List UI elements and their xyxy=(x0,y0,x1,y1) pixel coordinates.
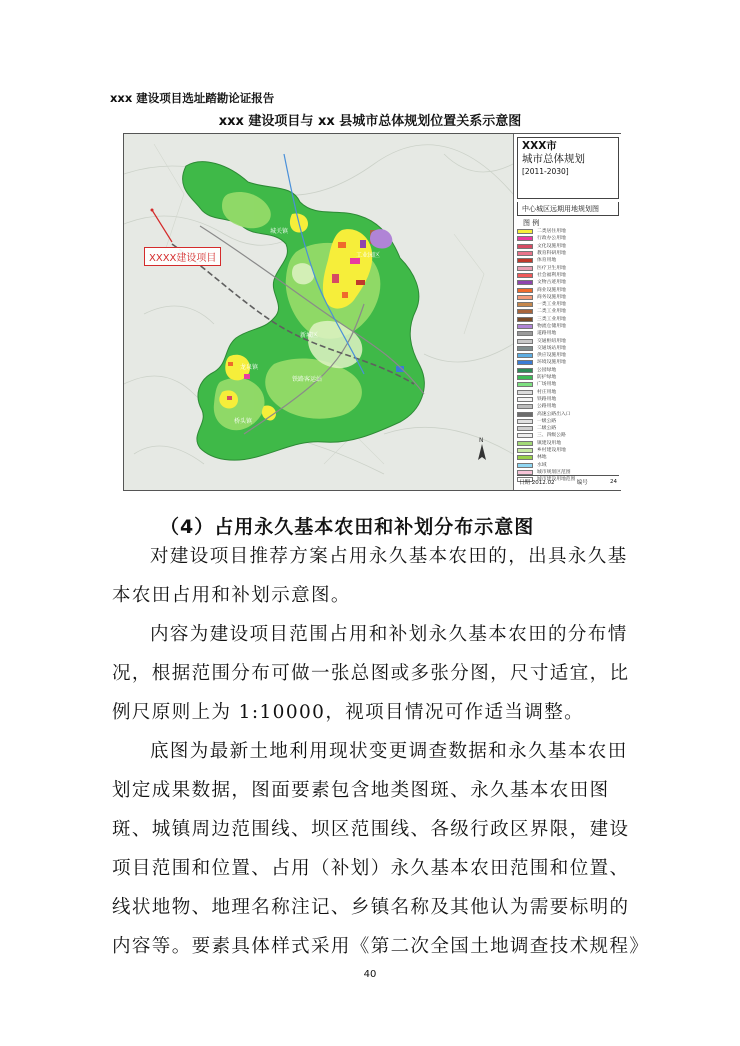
legend-label: 高速公路出入口 xyxy=(537,411,571,417)
legend-item xyxy=(517,425,619,432)
legend-item xyxy=(517,374,619,381)
legend-swatch xyxy=(517,433,533,438)
legend-swatch xyxy=(517,331,533,336)
place-label: 新城区 xyxy=(300,332,319,339)
section-title: （4）占用永久基本农田和补划分布示意图 xyxy=(160,516,535,538)
legend-label: 供应设施用地 xyxy=(537,353,566,359)
map-number: 24 xyxy=(609,478,617,485)
legend-label: 医疗卫生用地 xyxy=(537,265,566,271)
legend-swatch xyxy=(517,441,533,446)
legend-item xyxy=(517,359,619,366)
legend-item xyxy=(517,235,619,242)
legend-label: 物流仓储用地 xyxy=(537,324,566,329)
legend-label: 三、四级公路 xyxy=(537,433,566,439)
legend-swatch xyxy=(517,251,533,256)
legend-label: 城市规划区范围 xyxy=(537,469,571,475)
map-legend xyxy=(513,134,622,490)
page-number: 40 xyxy=(363,969,377,980)
legend-item xyxy=(517,345,619,352)
legend-swatch xyxy=(517,368,533,373)
legend-swatch xyxy=(517,397,533,402)
place-label: 铁路客运站 xyxy=(292,376,323,383)
report-header: xxx 建设项目选址踏勘论证报告 xyxy=(110,91,275,105)
svg-text:N: N xyxy=(479,437,484,444)
legend-label: 社会福利用地 xyxy=(537,272,566,278)
legend-label: 三类工业用地 xyxy=(537,316,566,322)
legend-swatch xyxy=(517,258,533,263)
legend-item xyxy=(517,250,619,257)
legend-swatch xyxy=(517,419,533,424)
legend-item xyxy=(517,294,619,301)
legend-footer xyxy=(517,475,619,487)
legend-item xyxy=(517,381,619,388)
legend-swatch xyxy=(517,404,533,409)
legend-swatch xyxy=(517,295,533,300)
legend-swatch xyxy=(517,360,533,365)
legend-item xyxy=(517,396,619,403)
legend-label: 文化设施用地 xyxy=(537,243,566,249)
paragraph: 内容为建设项目范围占用和补划永久基本农田的分布情况，根据范围分布可做一张总图或多张分图，尺寸适宜，比例尺原则上为 1:10000，视项目情况可作适当调整。 xyxy=(112,624,630,723)
place-label: 工业园区 xyxy=(356,252,381,259)
map-title: XXX市 xyxy=(522,140,557,152)
map-subtitle: 城市总体规划 xyxy=(522,153,585,165)
legend-label: 环境设施用地 xyxy=(537,360,566,366)
map-period: [2011-2030] xyxy=(522,167,569,176)
legend-item xyxy=(517,264,619,271)
legend-item xyxy=(517,257,619,264)
legend-swatch xyxy=(517,375,533,380)
legend-item xyxy=(517,286,619,293)
legend-swatch xyxy=(517,463,533,468)
map-date: 日期 2012.02 xyxy=(519,479,555,486)
planning-map xyxy=(123,133,621,491)
legend-swatch xyxy=(517,229,533,234)
legend-item xyxy=(517,337,619,344)
legend-label: 水域 xyxy=(537,462,547,468)
legend-item xyxy=(517,447,619,454)
place-label: 城关镇 xyxy=(270,228,289,235)
legend-label: 道路用地 xyxy=(537,331,557,337)
legend-label: 防护绿地 xyxy=(537,375,557,381)
map-canvas xyxy=(124,134,513,490)
legend-swatch xyxy=(517,317,533,322)
legend-list xyxy=(517,228,619,483)
legend-label: 城市建设用地范围 xyxy=(537,477,576,483)
legend-label: 林地 xyxy=(537,455,547,461)
legend-item xyxy=(517,352,619,359)
legend-label: 二类工业用地 xyxy=(537,309,566,315)
legend-item xyxy=(517,228,619,235)
legend-label: 商务设施用地 xyxy=(537,294,566,300)
legend-item xyxy=(517,410,619,417)
legend-label: 乡村建设用地 xyxy=(537,448,566,454)
legend-label: 商业设施用地 xyxy=(537,287,566,293)
paragraph: 底图为最新土地利用现状变更调查数据和永久基本农田划定成果数据，图面要素包含地类图斑、永久基本农田图斑、城镇周边范围线、坝区范围线、各级行政区界限，建设项目范围和位置、占用（补划）永久基本农田范围和位置、线状地物、地理名称注记、乡镇名称及其他认为需要标明的内容等。要素具体样式采用《第二次全国土地调查技术规程》 xyxy=(112,741,650,957)
legend-label: 二类居住用地 xyxy=(537,229,566,235)
legend-swatch xyxy=(517,353,533,358)
legend-swatch xyxy=(517,346,533,351)
legend-swatch xyxy=(517,309,533,314)
legend-label: 公园绿地 xyxy=(537,367,557,373)
legend-swatch xyxy=(517,324,533,329)
legend-item xyxy=(517,432,619,439)
legend-item xyxy=(517,389,619,396)
legend-item xyxy=(517,279,619,286)
legend-swatch xyxy=(517,236,533,241)
legend-label: 教育科研用地 xyxy=(537,251,566,257)
legend-swatch xyxy=(517,412,533,417)
legend-item xyxy=(517,462,619,469)
legend-item xyxy=(517,403,619,410)
legend-swatch xyxy=(517,390,533,395)
legend-item xyxy=(517,418,619,425)
legend-item xyxy=(517,272,619,279)
legend-swatch xyxy=(517,302,533,307)
legend-item xyxy=(517,301,619,308)
legend-label: 文物古迹用地 xyxy=(537,280,566,286)
legend-item xyxy=(517,243,619,250)
legend-item xyxy=(517,308,619,315)
place-label: 桥头镇 xyxy=(234,418,253,425)
legend-label: 二级公路 xyxy=(537,426,557,432)
legend-swatch xyxy=(517,426,533,431)
project-location-label: XXXX建设项目 xyxy=(144,247,221,266)
legend-item xyxy=(517,454,619,461)
legend-label: 交通场站用地 xyxy=(537,345,566,351)
legend-swatch xyxy=(517,455,533,460)
paragraph: 对建设项目推荐方案占用永久基本农田的，出具永久基本农田占用和补划示意图。 xyxy=(112,546,628,606)
legend-heading: 图 例 xyxy=(523,219,540,227)
figure-caption: xxx 建设项目与 xx 县城市总体规划位置关系示意图 xyxy=(218,114,522,129)
map-sheet-name: 中心城区远期用地规划图 xyxy=(517,202,619,216)
legend-label: 广场用地 xyxy=(537,382,557,388)
legend-swatch xyxy=(517,288,533,293)
legend-swatch xyxy=(517,280,533,285)
legend-label: 公路用地 xyxy=(537,404,557,410)
legend-item xyxy=(517,440,619,447)
place-label: 龙泉镇 xyxy=(240,364,259,371)
legend-title-block xyxy=(517,137,619,199)
legend-swatch xyxy=(517,382,533,387)
legend-label: 村庄用地 xyxy=(537,389,557,395)
legend-label: 一级公路 xyxy=(537,418,557,424)
legend-item xyxy=(517,323,619,330)
legend-label: 铁路用地 xyxy=(537,396,557,402)
legend-label: 行政办公用地 xyxy=(537,236,566,242)
legend-label: 体育用地 xyxy=(537,258,557,264)
legend-label: 交通枢纽用地 xyxy=(537,338,566,344)
legend-item xyxy=(517,316,619,323)
legend-swatch xyxy=(517,244,533,249)
legend-item xyxy=(517,330,619,337)
legend-swatch xyxy=(517,273,533,278)
legend-swatch xyxy=(517,339,533,344)
map-number-label: 编号 xyxy=(576,479,588,486)
legend-swatch xyxy=(517,266,533,271)
legend-item xyxy=(517,367,619,374)
legend-swatch xyxy=(517,448,533,453)
legend-label: 镇建设用地 xyxy=(537,440,561,446)
legend-label: 一类工业用地 xyxy=(537,302,566,308)
